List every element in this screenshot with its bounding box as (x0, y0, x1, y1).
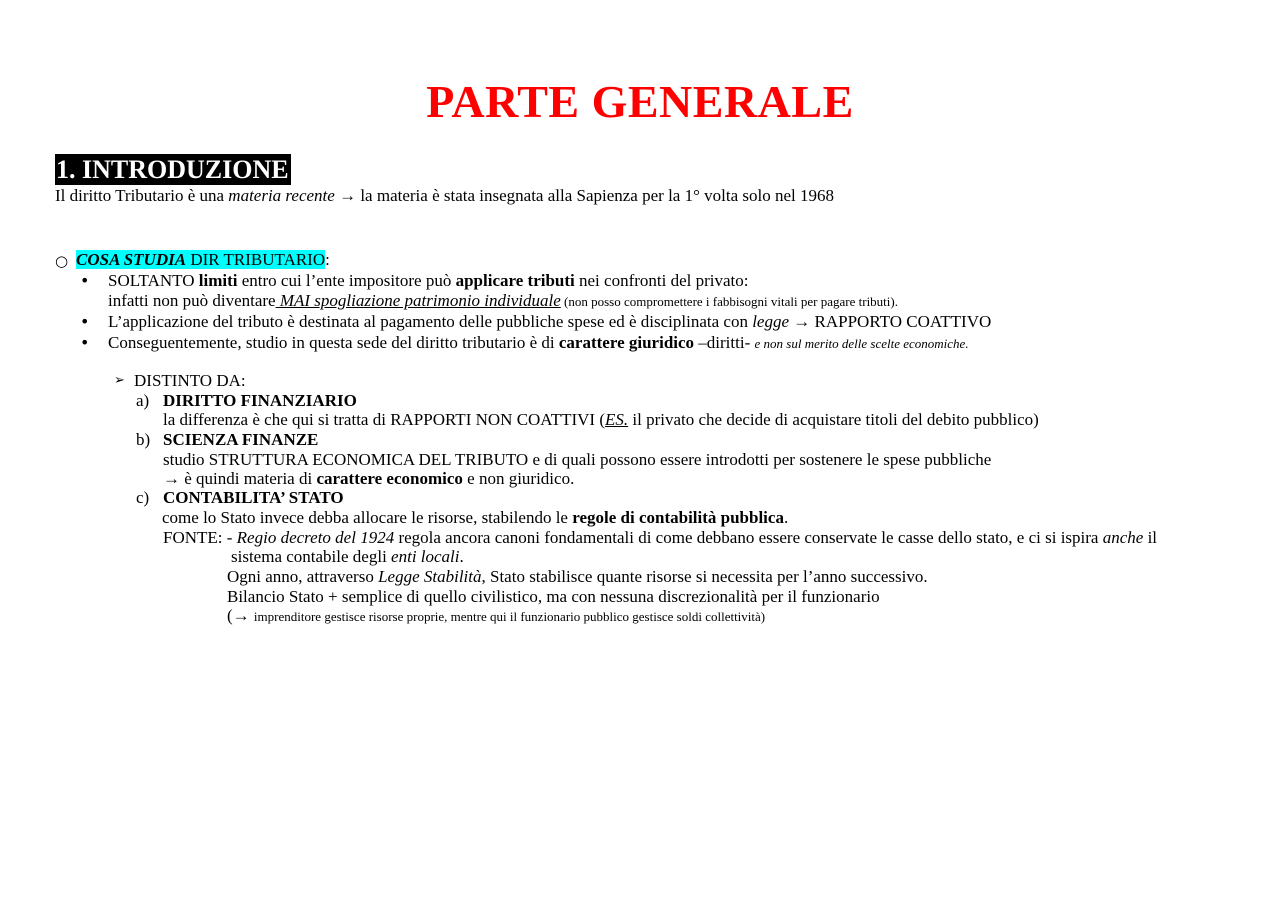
list-item-text: come lo Stato invece debba allocare le risorse, stabilendo le regole di contabilità pubblica. (162, 508, 789, 527)
fonte-detail: Ogni anno, attraverso Legge Stabilità, Stato stabilisce quante risorse si necessita per l’anno successivo. (227, 567, 928, 586)
list-letter: b) (136, 430, 151, 449)
bullet-icon: • (80, 271, 90, 290)
arrow-icon: → (334, 186, 361, 205)
list-item-heading: SCIENZA FINANZE (163, 430, 319, 449)
hollow-circle-bullet-icon: ○ (55, 252, 69, 270)
fonte-note: (→ imprenditore gestisce risorse proprie, mentre qui il funzionario pubblico gestisce soldi collettività) (227, 606, 766, 625)
intro-line: Il diritto Tributario è una materia recente → la materia è stata insegnata alla Sapienza per la 1° volta solo nel 1968 (55, 186, 834, 205)
list-letter: c) (136, 488, 150, 507)
fonte-detail: Bilancio Stato + semplice di quello civilistico, ma con nessuna discrezionalità per il funzionario (227, 587, 880, 606)
list-letter: a) (136, 391, 150, 410)
cosa-studia-heading: COSA STUDIA DIR TRIBUTARIO: (76, 250, 330, 269)
fonte-continuation: sistema contabile degli enti locali. (231, 547, 464, 566)
page-title: PARTE GENERALE (426, 76, 854, 127)
fonte-line: FONTE: - Regio decreto del 1924 regola ancora canoni fondamentali di come debbano essere conservate le casse dello stato, e ci si ispira anche il (163, 528, 1158, 547)
bullet-item: SOLTANTO limiti entro cui l’ente impositore può applicare tributi nei confronti del privato: (108, 271, 749, 290)
bullet-icon: • (80, 312, 90, 331)
bullet-item-continuation: infatti non può diventare MAI spogliazione patrimonio individuale (non posso compromettere i fabbisogni vitali per pagare tributi). (108, 291, 898, 310)
arrowhead-bullet-icon: ➢ (114, 373, 125, 388)
list-item-heading: CONTABILITA’ STATO (163, 488, 344, 507)
section-heading: 1. INTRODUZIONE (56, 155, 289, 184)
distinto-heading: DISTINTO DA: (134, 371, 246, 390)
list-item-text: la differenza è che qui si tratta di RAPPORTI NON COATTIVI (ES. il privato che decide di acquistare titoli del debito pubblico) (163, 410, 1039, 429)
list-item-text: studio STRUTTURA ECONOMICA DEL TRIBUTO e di quali possono essere introdotti per sostenere le spese pubbliche (163, 450, 992, 469)
list-item-text: → è quindi materia di carattere economico e non giuridico. (163, 469, 575, 488)
bullet-item: Conseguentemente, studio in questa sede del diritto tributario è di carattere giuridico –diritti- e non sul merito delle scelte economiche. (108, 333, 969, 352)
bullet-icon: • (80, 333, 90, 352)
bullet-item: L’applicazione del tributo è destinata al pagamento delle pubbliche spese ed è disciplinata con legge → RAPPORTO COATTIVO (108, 312, 992, 331)
list-item-heading: DIRITTO FINANZIARIO (163, 391, 357, 410)
